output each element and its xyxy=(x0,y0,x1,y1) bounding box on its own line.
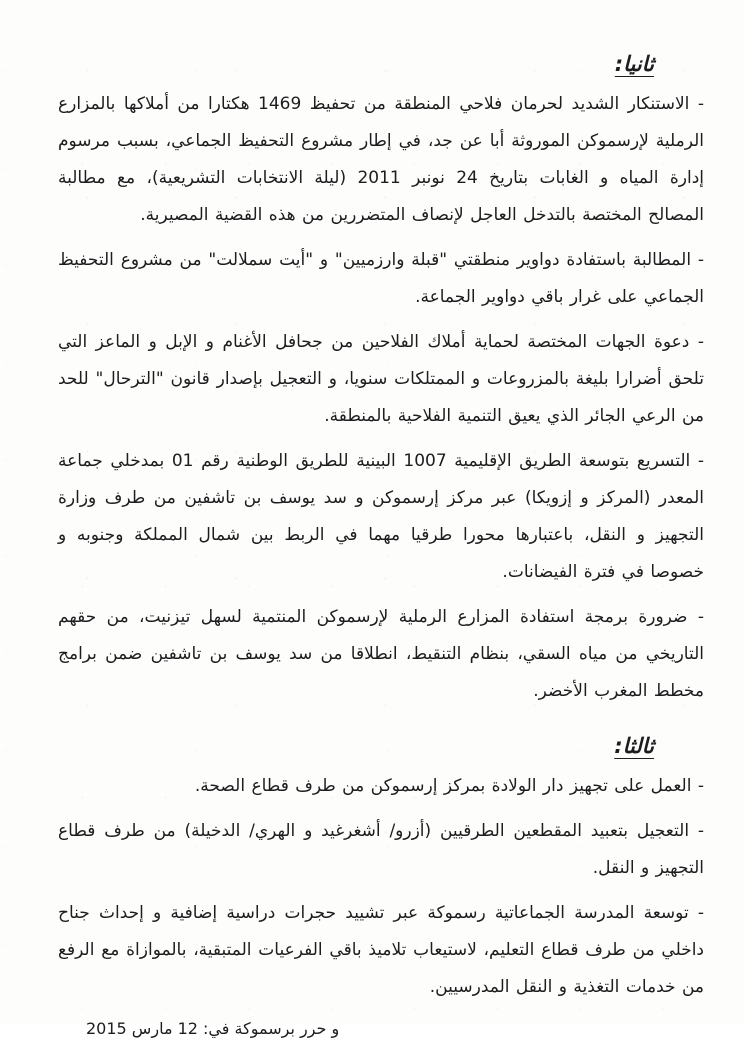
paragraph-irrigation-water-rights: - ضرورة برمجة استفادة المزارع الرملية لإرسموكن المنتمية لسهل تيزنيت، من حقهم التاريخي من مياه السقي، بنظام التنقيط، انطلاقا من سد يوسف بن تاشفين ضمن برامج مخطط المغرب الأخضر. xyxy=(58,607,704,701)
paragraph-road-segments-paving: - التعجيل بتعبيد المقطعين الطرقيين (أزرو/ أشغرغيد و الهري/ الدخيلة) من طرف قطاع التجهيز و النقل. xyxy=(58,821,704,878)
paragraph-school-expansion: - توسعة المدرسة الجماعاتية رسموكة عبر تشييد حجرات دراسية إضافية و إحداث جناح داخلي من طرف قطاع التعليم، لاستيعاب تلاميذ باقي الفرعيات المتبقية، بالموازاة مع الرفع من خدمات التغذية و النقل المدرسيين. xyxy=(58,903,704,997)
paragraph-road-1007-expansion: - التسريع بتوسعة الطريق الإقليمية 1007 البينية للطريق الوطنية رقم 01 بمدخلي جماعة المعدر (المركز و إزويكا) عبر مركز إرسموكن و سد يوسف بن تاشفين من طرف وزارة التجهيز و النقل، باعتبارها محورا طرقيا مهما في الربط بين شمال المملكة وجنوبه و خصوصا في فترة الفيضانات. xyxy=(58,451,704,582)
paragraph-douars-inclusion-demand: - المطالبة باستفادة دواوير منطقتي "قبلة وارزميين" و "أيت سملالت" من مشروع التحفيظ الجماعي على غرار باقي دواوير الجماعة. xyxy=(58,250,704,307)
section-heading-secondly: ثانيا: xyxy=(614,52,654,76)
closing-date-line: و حرر برسموكة في: 12 مارس 2015 xyxy=(86,1019,340,1038)
paragraph-maternity-house-equipment: - العمل على تجهيز دار الولادة بمركز إرسموكن من طرف قطاع الصحة. xyxy=(194,776,704,796)
section-heading-thirdly: ثالثا: xyxy=(614,734,654,758)
paragraph-livestock-damage-protection: - دعوة الجهات المختصة لحماية أملاك الفلاحين من جحافل الأغنام و الإبل و الماعز التي تلحق أضرارا بليغة بالمزروعات و الممتلكات سنويا، و التعجيل بإصدار قانون "الترحال" للحد من الرعي الجائر الذي يعيق التنمية الفلاحية بالمنطقة. xyxy=(58,332,704,426)
paragraph-land-registration-denial: - الاستنكار الشديد لحرمان فلاحي المنطقة من تحفيظ 1469 هكتارا من أملاكها بالمزارع الرملية لإرسموكن الموروثة أبا عن جد، في إطار مشروع التحفيظ الجماعي، بسبب مرسوم إدارة المياه و الغابات بتاريخ 24 نونبر 2011 (ليلة الانتخابات التشريعية)، مع مطالبة المصالح المختصة بالتدخل العاجل لإنصاف المتضررين من هذه القضية المصيرية. xyxy=(58,94,705,225)
